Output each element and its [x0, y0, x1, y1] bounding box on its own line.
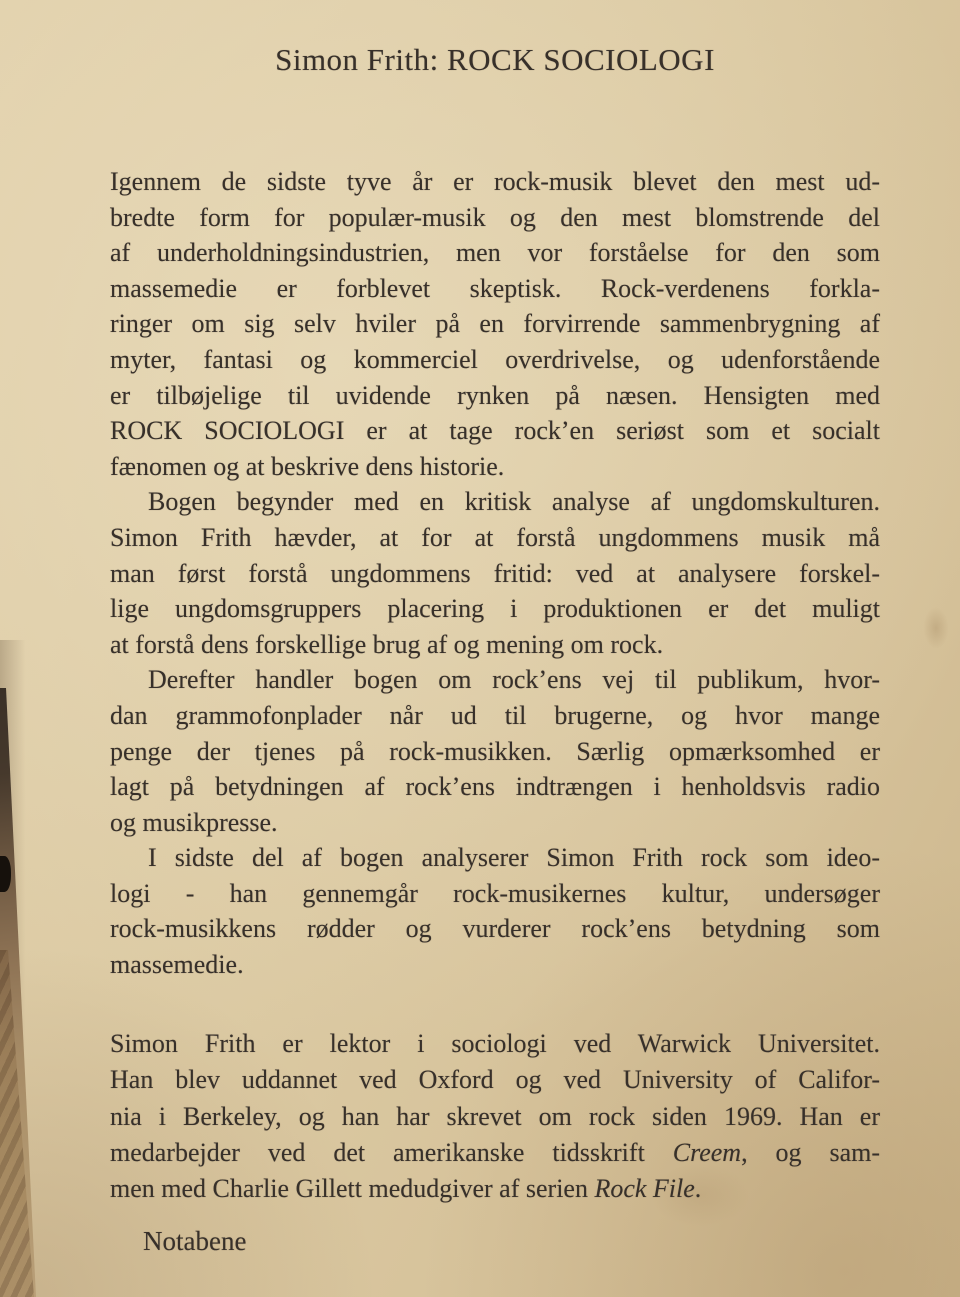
blurb-line: at forstå dens forskellige brug af og mening om rock. — [110, 629, 664, 659]
bio-text: men med Charlie Gillett medudgiver af serien — [110, 1174, 595, 1204]
blurb-line: fænomen og at beskrive dens historie. — [110, 451, 505, 481]
bio-text: medarbejder ved det amerikanske tidsskrift — [110, 1137, 673, 1167]
publisher-name: Notabene — [143, 1226, 247, 1256]
blurb-line: dan grammofonplader når ud til brugerne, og hvor mange — [110, 700, 880, 730]
bio-line: Simon Frith er lektor i sociologi ved Warwick Universitet. — [110, 1029, 880, 1058]
blurb-line: Igennem de sidste tyve år er rock-musik blevet den mest ud- — [110, 167, 880, 196]
author-bio — [110, 1026, 880, 1207]
blurb-line: man først forstå ungdommens fritid: ved at analysere forskel- — [110, 558, 880, 588]
blurb-line: Simon Frith hævder, at for at forstå ungdommens musik må — [110, 522, 880, 552]
blurb-line: lagt på betydningen af rock’ens indtrængen i henholdsvis radio — [110, 772, 880, 802]
blurb-line: rock-musikkens rødder og vurderer rock’ens betydning som — [110, 914, 880, 944]
bio-text: , og sam- — [741, 1137, 880, 1167]
blurb-line: og musikpresse. — [110, 807, 278, 837]
blurb-line: bredte form for populær-musik og den mest blomstrende del — [110, 202, 880, 232]
blurb-line: er tilbøjelige til uvidende rynken på næsen. Hensigten med — [110, 380, 880, 410]
blurb-line: af underholdningsindustrien, men vor forståelse for den som — [110, 238, 880, 268]
bio-line — [110, 1135, 880, 1171]
blurb-line: massemedie. — [110, 950, 244, 980]
blurb-line: massemedie er forblevet skeptisk. Rock-verdenens forkla- — [110, 273, 880, 303]
blurb-line: lige ungdomsgruppers placering i produktionen er det muligt — [110, 594, 880, 624]
book-series-name: Rock File — [594, 1174, 695, 1204]
blurb-line: ringer om sig selv hviler på en forvirrende sammenbrygning af — [110, 309, 880, 339]
magazine-name: Creem — [672, 1137, 742, 1167]
blurb-line: myter, fantasi og kommerciel overdrivelse, og udenforstående — [110, 344, 880, 374]
book-title: Simon Frith: ROCK SOCIOLOGI — [275, 42, 715, 77]
blurb-line: ROCK SOCIOLOGI er at tage rock’en seriøst som et socialt — [110, 416, 880, 446]
blurb-line: Bogen begynder med en kritisk analyse af ungdomskulturen. — [148, 487, 880, 517]
blurb-line: Derefter handler bogen om rock’ens vej til publikum, hvor- — [148, 665, 880, 695]
blurb-line: penge der tjenes på rock-musikken. Særlig opmærksomhed er — [110, 736, 880, 766]
blurb-text — [110, 164, 880, 983]
bio-line: nia i Berkeley, og han har skrevet om rock siden 1969. Han er — [110, 1101, 880, 1131]
bio-line — [110, 1171, 880, 1207]
blurb-line: I sidste del af bogen analyserer Simon Frith rock som ideo- — [148, 843, 880, 873]
blurb-line: logi - han gennemgår rock-musikernes kultur, undersøger — [110, 878, 880, 908]
bio-line: Han blev uddannet ved Oxford og ved University of Califor- — [110, 1065, 880, 1095]
bio-text: . — [694, 1174, 702, 1204]
